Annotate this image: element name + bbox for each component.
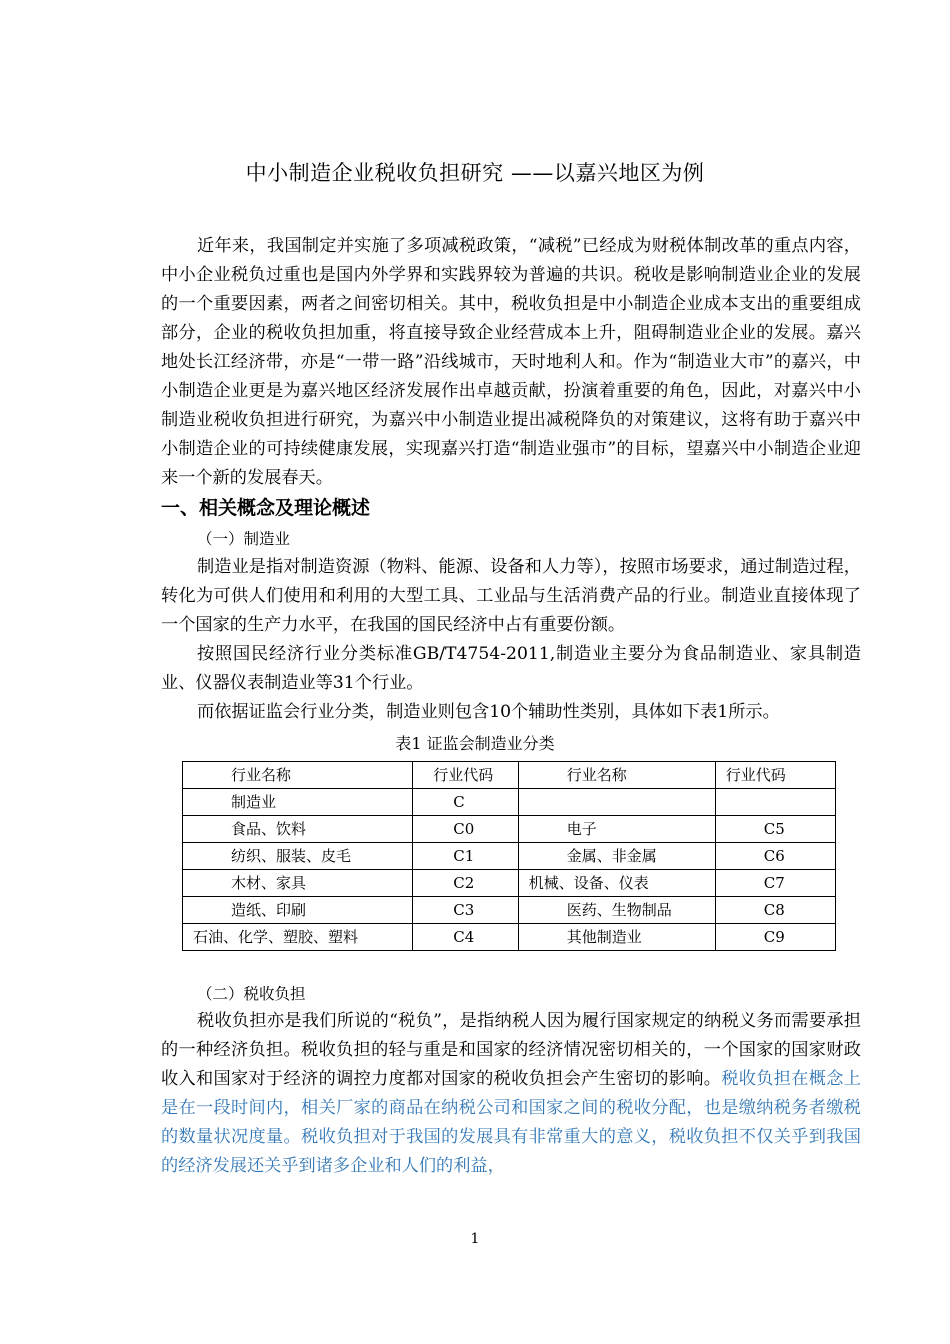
intro-section [161,232,861,493]
paragraph-csrc: 而依据证监会行业分类，制造业则包含10个辅助性类别，具体如下表1所示。 [197,702,780,722]
table-cell: 制造业 [183,789,413,816]
page-title: 中小制造企业税收负担研究 ——以嘉兴地区为例 [245,161,705,185]
table-header-cell: 行业代码 [413,762,519,789]
table-cell: 纺织、服装、皮毛 [183,843,413,870]
table-header-cell: 行业名称 [518,762,715,789]
table-cell: C0 [413,816,519,843]
table-cell: 电子 [518,816,715,843]
table-row [183,897,836,924]
table-row [183,789,836,816]
table-row [183,816,836,843]
table-cell: C5 [715,816,835,843]
table-cell: C3 [413,897,519,924]
paragraph-classification: 按照国民经济行业分类标准GB/T4754-2011,制造业主要分为食品制造业、家具制造业、仪器仪表制造业等31个行业。 [161,644,861,693]
table-header-row [183,762,836,789]
paragraph-tax-burden [161,1007,861,1181]
tax-burden-highlight: 税收负担在概念上是在一段时间内，相关厂家的商品在纳税公司和国家之间的税收分配，也是缴纳税务者缴税的数量状况度量。税收负担对于我国的发展具有非常重大的意义，税收负担不仅关乎到我国的经济发展还关乎到诸多企业和人们的利益， [161,1069,861,1176]
page-number: 1 [470,1231,480,1247]
table-cell: 木材、家具 [183,870,413,897]
table-cell: C2 [413,870,519,897]
intro-paragraph: 近年来，我国制定并实施了多项减税政策，“减税”已经成为财税体制改革的重点内容，中小企业税负过重也是国内外学界和实践界较为普遍的共识。税收是影响制造业企业的发展的一个重要因素，两者之间密切相关。其中，税收负担是中小制造企业成本支出的重要组成部分，企业的税收负担加重，将直接导致企业经营成本上升，阻碍制造业企业的发展。嘉兴地处长江经济带，亦是“一带一路”沿线城市，天时地利人和。作为“制造业大市”的嘉兴，中小制造企业更是为嘉兴地区经济发展作出卓越贡献，扮演着重要的角色，因此，对嘉兴中小制造业税收负担进行研究，为嘉兴中小制造业提出减税降负的对策建议，这将有助于嘉兴中小制造企业的可持续健康发展，实现嘉兴打造“制造业强市”的目标，望嘉兴中小制造企业迎来一个新的发展春天。 [161,236,861,488]
subsection-heading-tax-burden: （二）税收负担 [197,985,306,1003]
table-cell: C9 [715,924,835,951]
tax-burden-definition: 税收负担亦是我们所说的“税负”，是指纳税人因为履行国家规定的纳税义务而需要承担的一种经济负担。税收负担的轻与重是和国家的经济情况密切相关的，一个国家的国家财政收入和国家对于经济的调控力度都对国家的税收负担会产生密切的影响。 [161,1011,861,1089]
manufacturing-text [161,553,861,727]
tax-burden-text [161,1007,861,1181]
table-row [183,843,836,870]
table-caption: 表1 证监会制造业分类 [395,734,555,753]
table-row [183,870,836,897]
subsection-heading-manufacturing: （一）制造业 [197,530,291,548]
table-cell: C4 [413,924,519,951]
table-row [183,924,836,951]
table-cell: 食品、饮料 [183,816,413,843]
table-cell [715,789,835,816]
table-cell: 其他制造业 [518,924,715,951]
table-cell [518,789,715,816]
table-cell: C8 [715,897,835,924]
table-cell: 医药、生物制品 [518,897,715,924]
table-header-cell: 行业代码 [715,762,835,789]
table-cell: C6 [715,843,835,870]
table-cell: 金属、非金属 [518,843,715,870]
table-cell: C [413,789,519,816]
table-cell: 机械、设备、仪表 [518,870,715,897]
paragraph-definition: 制造业是指对制造资源（物料、能源、设备和人力等），按照市场要求，通过制造过程，转化为可供人们使用和利用的大型工具、工业品与生活消费产品的行业。制造业直接体现了一个国家的生产力水平，在我国的国民经济中占有重要份额。 [161,557,861,635]
table-cell: 造纸、印刷 [183,897,413,924]
table-header-cell: 行业名称 [183,762,413,789]
classification-table [182,761,836,951]
table-cell: C1 [413,843,519,870]
section-heading: 一、相关概念及理论概述 [161,497,371,519]
table-cell: 石油、化学、塑胶、塑料 [183,924,413,951]
table-cell: C7 [715,870,835,897]
